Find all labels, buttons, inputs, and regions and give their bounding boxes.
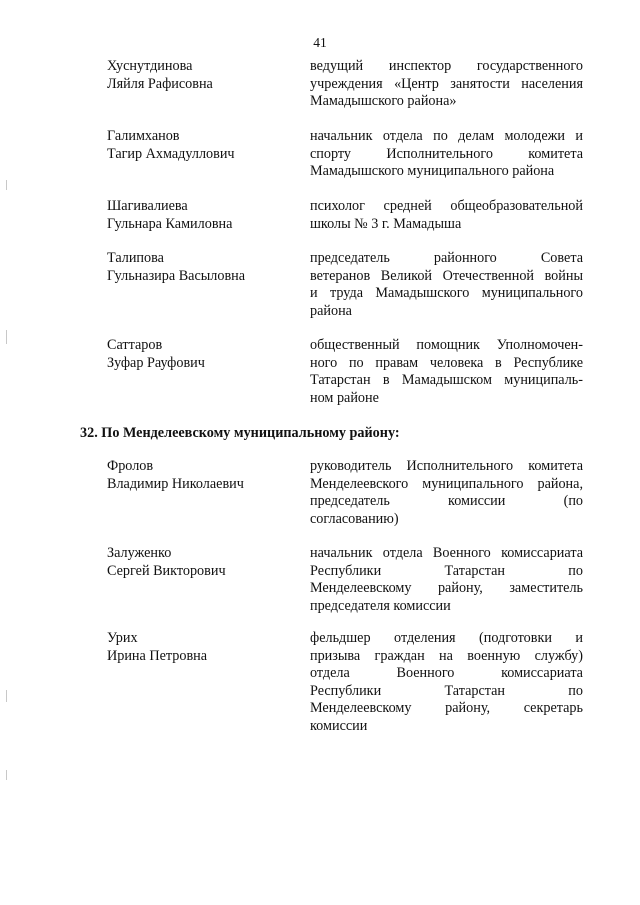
surname: Залуженко [107,545,172,561]
scan-mark [6,770,7,780]
member-position: ведущий инспектор государственного учреждения «Центр занятости населения Мамадышского района» [310,58,583,109]
surname: Хуснутдинова [107,58,193,74]
member-position: начальник отдела по делам молодежи и спорту Исполнительного комитета Мамадышского муниципального района [310,128,583,179]
given-names: Ляйля Рафисовна [107,75,213,92]
given-names: Гульназира Васыловна [107,267,246,284]
surname: Саттаров [107,337,163,353]
member-position: фельдшер отделения (подготовки и призыва граждан на военную службу) отдела Военного комиссариата Республики Татарстан по Менделеевскому району, секретарь комиссии [310,630,583,734]
member-position: психолог средней общеобразовательной школы № 3 г. Мамадыша [310,198,583,232]
member-name [107,630,297,665]
surname: Фролов [107,458,154,474]
member-position: общественный помощник Уполномочен- ного по правам человека в Республике Татарстан в Мамадышском муниципаль- ном районе [310,337,583,406]
given-names: Ирина Петровна [107,647,208,664]
member-name [107,545,297,580]
member-position: руководитель Исполнительного комитета Менделеевского муниципального района, председатель комиссии (по согласованию) [310,458,583,527]
section-heading: 32. По Менделеевскому муниципальному району: [80,425,400,441]
given-names: Гульнара Камиловна [107,215,233,232]
member-name [107,58,297,93]
member-name [107,128,297,163]
member-name [107,458,297,493]
page-number: 41 [313,35,327,50]
given-names: Зуфар Рауфович [107,354,205,371]
given-names: Сергей Викторович [107,562,226,579]
member-name [107,250,297,285]
surname: Галимханов [107,128,180,144]
scan-mark [6,330,7,344]
given-names: Владимир Николаевич [107,475,244,492]
surname: Талипова [107,250,164,266]
surname: Шагивалиева [107,198,188,214]
surname: Урих [107,630,138,646]
scan-mark [6,180,7,190]
scan-mark [6,690,7,702]
member-name [107,337,297,372]
given-names: Тагир Ахмадуллович [107,145,235,162]
member-name [107,198,297,233]
member-position: начальник отдела Военного комиссариата Республики Татарстан по Менделеевскому району, заместитель председателя комиссии [310,545,583,614]
member-position: председатель районного Совета ветеранов Великой Отечественной войны и труда Мамадышского муниципального района [310,250,583,319]
